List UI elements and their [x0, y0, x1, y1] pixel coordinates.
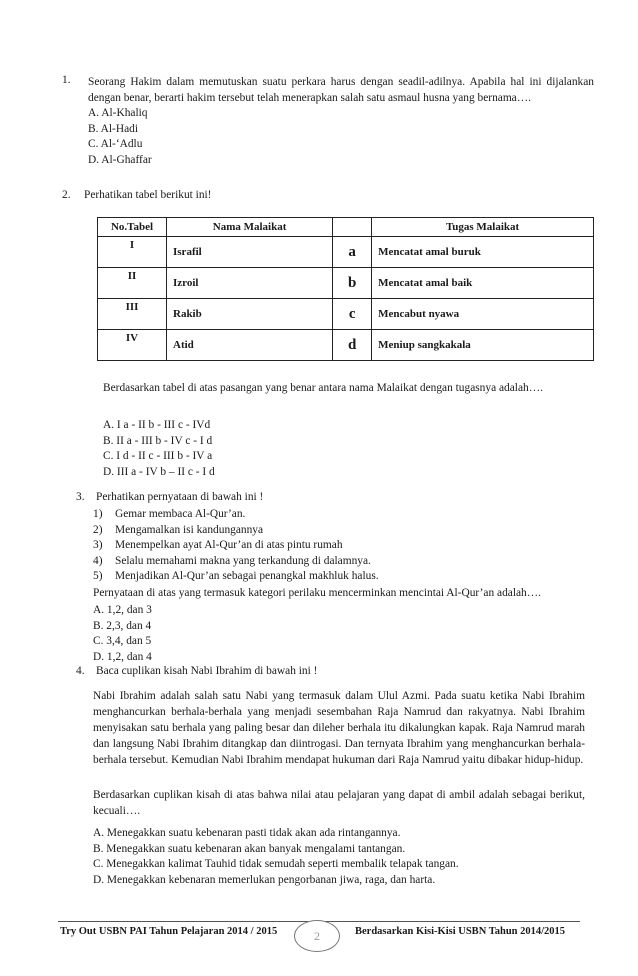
option-d: D. 1,2, dan 4 [93, 650, 152, 663]
option-a: A. Menegakkan suatu kebenaran pasti tidak akan ada rintangannya. [93, 827, 401, 839]
table-cell: Israfil [167, 237, 333, 268]
table-header: No.Tabel [98, 218, 167, 237]
statement-text: Menempelkan ayat Al-Qur’an di atas pintu rumah [115, 539, 343, 551]
option-d: D. III a - IV b – II c - I d [103, 465, 215, 478]
question-text: Perhatikan pernyataan di bawah ini ! [96, 491, 264, 503]
statement-number: 4) [93, 554, 103, 567]
list-item [93, 523, 573, 539]
list-item [93, 507, 573, 523]
table-cell: Atid [167, 330, 333, 361]
question-number: 1. [62, 74, 71, 86]
table-cell: Meniup sangkakala [372, 330, 594, 361]
question-text: Perhatikan tabel berikut ini! [84, 189, 212, 201]
statement-text: Selalu memahami makna yang terkandung di dalamnya. [115, 554, 371, 567]
question-text: Seorang Hakim dalam memutuskan suatu perkara harus dengan seadil-adilnya. Apabila hal ini dijalankan dengan benar, berarti hakim tersebut telah menerapkan salah satu asmaul husna yang bernama…. [88, 76, 594, 104]
table-header: Nama Malaikat [167, 218, 333, 237]
table-cell: Rakib [167, 299, 333, 330]
statement-number: 1) [93, 508, 103, 520]
table-row [98, 299, 594, 330]
option-c: C. Menegakkan kalimat Tauhid tidak semudah seperti membalik telapak tangan. [93, 858, 459, 870]
table-row [98, 330, 594, 361]
option-a: A. I a - II b - III c - IVd [103, 419, 211, 431]
table-header-row [98, 218, 594, 237]
table-cell: b [333, 268, 372, 299]
table-cell: Mencatat amal buruk [372, 237, 594, 268]
list-item [93, 538, 573, 554]
question-number: 3. [76, 491, 85, 503]
option-c: C. 3,4, dan 5 [93, 635, 152, 647]
answer-options [93, 603, 573, 665]
statement-number: 3) [93, 539, 103, 551]
list-item [93, 569, 573, 585]
option-d: D. Menegakkan kebenaran memerlukan pengorbanan jiwa, raga, dan harta. [93, 873, 436, 886]
story-paragraph: Nabi Ibrahim adalah salah satu Nabi yang termasuk dalam Ulul Azmi. Pada suatu ketika Nabi Ibrahim menghancurkan berhala-berhala yang menjadi sesembahan Raja Namrud dan rakyatnya. Nabi Ibrahim menyisakan satu berhala yang paling besar dan dileher berhala itu dikalungkan kapak. Raja Namrud marah dan langsung Nabi Ibrahim ditangkap dan diintrogasi. Dan ternyata Ibrahim yang menghancurkan berhala-berhala tersebut. Kemudian Nabi Ibrahim mendapat hukuman dari Raja Namrud yaitu dibakar hidup-hidup. [93, 690, 585, 766]
option-b: B. 2,3, dan 4 [93, 619, 152, 632]
table-cell: III [98, 299, 167, 330]
statement-text: Mengamalkan isi kandungannya [115, 523, 264, 536]
page-number: 2 [294, 920, 340, 952]
table-cell: d [333, 330, 372, 361]
table-cell: Mencatat amal baik [372, 268, 594, 299]
statement-number: 5) [93, 570, 103, 582]
table-cell: IV [98, 330, 167, 361]
list-item [93, 554, 573, 570]
statement-list [93, 507, 573, 585]
footer-left-text: Try Out USBN PAI Tahun Pelajaran 2014 / 2015 [60, 926, 278, 937]
statement-text: Gemar membaca Al-Qur’an. [115, 508, 246, 520]
table-row [98, 268, 594, 299]
question-number: 2. [62, 189, 71, 201]
question-followup: Pernyataan di atas yang termasuk kategori perilaku mencerminkan mencintai Al-Qur’an adalah…. [93, 587, 541, 599]
angel-table [97, 217, 594, 361]
question-number: 4. [76, 665, 85, 677]
table-cell: c [333, 299, 372, 330]
question-text: Baca cuplikan kisah Nabi Ibrahim di bawah ini ! [96, 665, 318, 677]
table-cell: Izroil [167, 268, 333, 299]
option-c: C. I d - II c - III b - IV a [103, 450, 213, 462]
answer-options [103, 418, 583, 480]
option-d: D. Al-Ghaffar [88, 153, 152, 166]
footer-right-text: Berdasarkan Kisi-Kisi USBN Tahun 2014/2015 [355, 926, 566, 937]
option-b: B. II a - III b - IV c - I d [103, 434, 213, 447]
option-b: B. Al-Hadi [88, 122, 138, 135]
question-1 [62, 74, 594, 168]
statement-number: 2) [93, 523, 103, 536]
answer-options [93, 826, 588, 888]
question-followup: Berdasarkan cuplikan kisah di atas bahwa nilai atau pelajaran yang dapat di ambil adalah sebagai berikut, kecuali…. [93, 789, 585, 817]
table-cell: Mencabut nyawa [372, 299, 594, 330]
table-header [333, 218, 372, 237]
table-row [98, 237, 594, 268]
option-c: C. Al-‘Adlu [88, 138, 143, 150]
table-cell: a [333, 237, 372, 268]
table-header: Tugas Malaikat [372, 218, 594, 237]
option-a: A. 1,2, dan 3 [93, 604, 152, 616]
option-a: A. Al-Khaliq [88, 107, 148, 119]
question-followup: Berdasarkan tabel di atas pasangan yang benar antara nama Malaikat dengan tugasnya adalah…. [103, 382, 543, 394]
answer-options [88, 106, 594, 168]
table-cell: II [98, 268, 167, 299]
option-b: B. Menegakkan suatu kebenaran akan banyak mengalami tantangan. [93, 842, 406, 855]
table-cell: I [98, 237, 167, 268]
statement-text: Menjadikan Al-Qur’an sebagai penangkal makhluk halus. [115, 570, 379, 582]
